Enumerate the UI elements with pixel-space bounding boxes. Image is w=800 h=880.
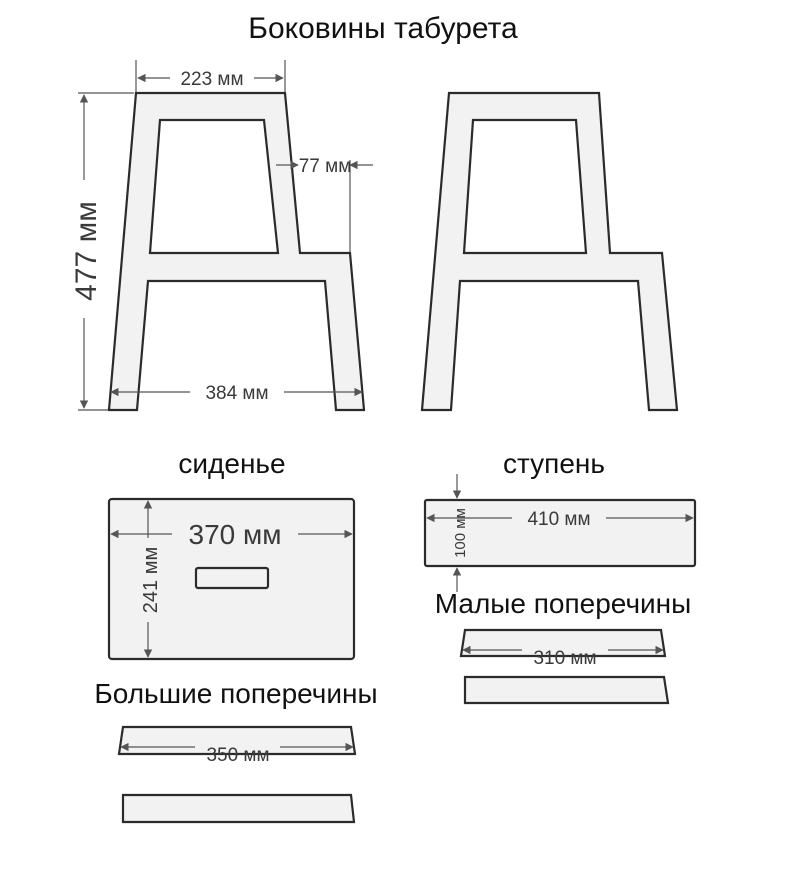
left-side-panel: [109, 93, 364, 410]
side-bottom-width-label: 384 мм: [205, 383, 269, 404]
step-width-label: 410 мм: [527, 509, 591, 530]
side-top-width-label: 223 мм: [180, 69, 244, 90]
large-crossbars-title: Большие поперечины: [94, 678, 378, 709]
side-step-offset-label: 77 мм: [298, 156, 352, 177]
side-height-label: 477 мм: [70, 201, 103, 301]
step-title: ступень: [503, 448, 605, 479]
large-crossbar-2: [123, 795, 354, 822]
right-side-panel: [422, 93, 677, 410]
small-crossbar-2: [465, 677, 668, 703]
main-title: Боковины табурета: [248, 12, 518, 45]
seat-width-label: 370 мм: [188, 519, 282, 550]
seat-handle-hole: [196, 568, 268, 588]
step-depth-label: 100 мм: [452, 508, 469, 558]
small-crossbar-length-label: 310 мм: [533, 648, 597, 669]
seat-title: сиденье: [178, 448, 286, 479]
seat-depth-label: 241 мм: [140, 546, 162, 614]
large-crossbar-length-label: 350 мм: [206, 745, 270, 766]
small-crossbars-title: Малые поперечины: [434, 588, 692, 619]
